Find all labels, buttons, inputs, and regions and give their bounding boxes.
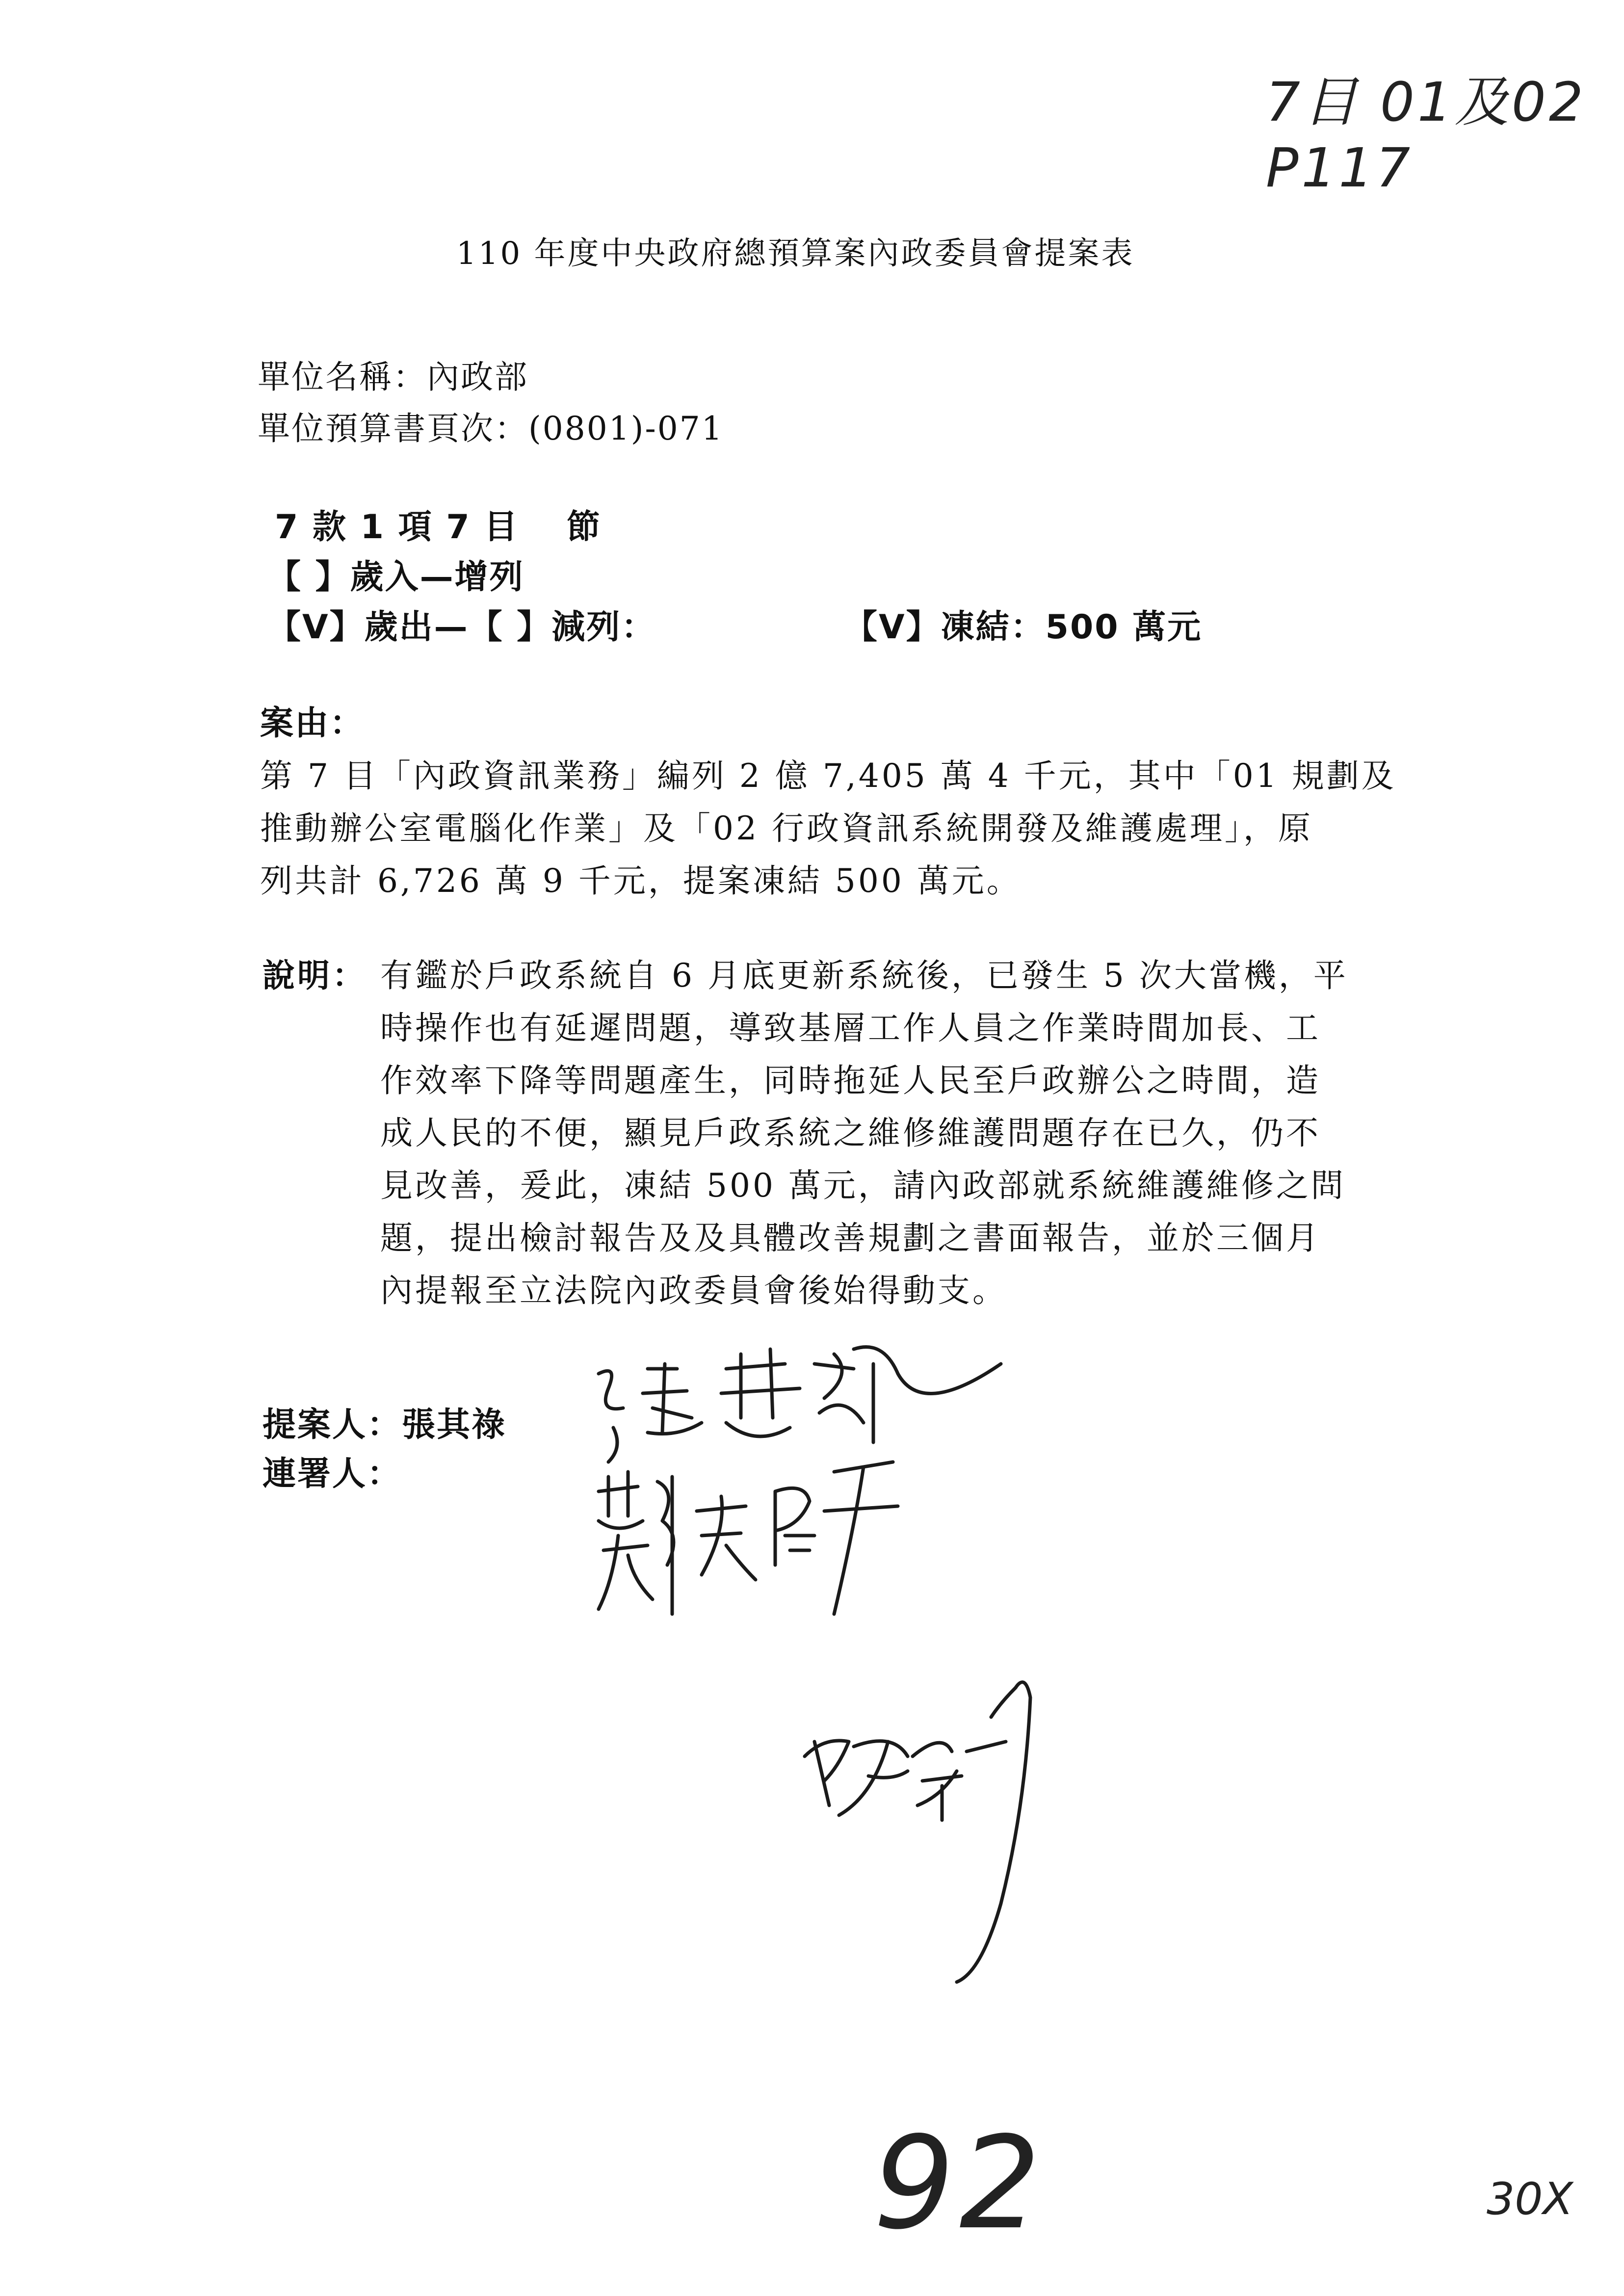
handwritten-page-number: 92	[873, 2110, 1046, 2258]
signature-cosigner-2	[795, 1658, 1089, 2002]
explanation-line: 見改善，爰此，凍結 500 萬元，請內政部就系統維護維修之問	[380, 1167, 1346, 1204]
explanation-line: 時操作也有延遲問題，導致基層工作人員之作業時間加長、工	[380, 1009, 1321, 1047]
explanation-label: 說明：	[262, 957, 367, 994]
unit-budget-page: 單位預算書頁次：(0801)-071	[258, 410, 724, 447]
section-freeze-line: 【V】凍結：500 萬元	[844, 608, 1203, 647]
explanation-line: 題，提出檢討報告及及具體改善規劃之書面報告，並於三個月	[380, 1219, 1321, 1257]
section-item-line: 7 款 1 項 7 目 節	[275, 508, 602, 547]
handwritten-corner-mark: 30X	[1487, 2173, 1573, 2225]
unit-name: 單位名稱：內政部	[258, 358, 528, 396]
explanation-line: 內提報至立法院內政委員會後始得動支。	[380, 1272, 1007, 1309]
handwritten-file-reference: 7目 01及02 P117	[1266, 71, 1586, 199]
reason-label: 案由：	[260, 704, 365, 743]
explanation-line: 有鑑於戶政系統自 6 月底更新系統後，已發生 5 次大當機，平	[380, 957, 1348, 994]
explanation-line: 作效率下降等問題產生，同時拖延人民至戶政辦公之時間，造	[380, 1062, 1321, 1099]
reason-line: 第 7 目「內政資訊業務」編列 2 億 7,405 萬 4 千元，其中「01 規劃及	[260, 757, 1396, 795]
section-expenditure-line: 【V】歲出—【 】減列：	[267, 608, 656, 647]
explanation-line: 成人民的不便，顯見戶政系統之維修維護問題存在已久，仍不	[380, 1114, 1321, 1152]
signature-cosigner-1	[579, 1452, 922, 1624]
reason-line: 推動辦公室電腦化作業」及「02 行政資訊系統開發及維護處理」，原	[260, 809, 1313, 847]
section-revenue-line: 【 】歲入—增列	[267, 558, 524, 597]
page-title: 110 年度中央政府總預算案內政委員會提案表	[456, 235, 1135, 272]
proposer-label: 提案人：張其祿	[262, 1406, 507, 1444]
cosigner-label: 連署人：	[262, 1455, 402, 1493]
reason-line: 列共計 6,726 萬 9 千元，提案凍結 500 萬元。	[260, 862, 1022, 900]
